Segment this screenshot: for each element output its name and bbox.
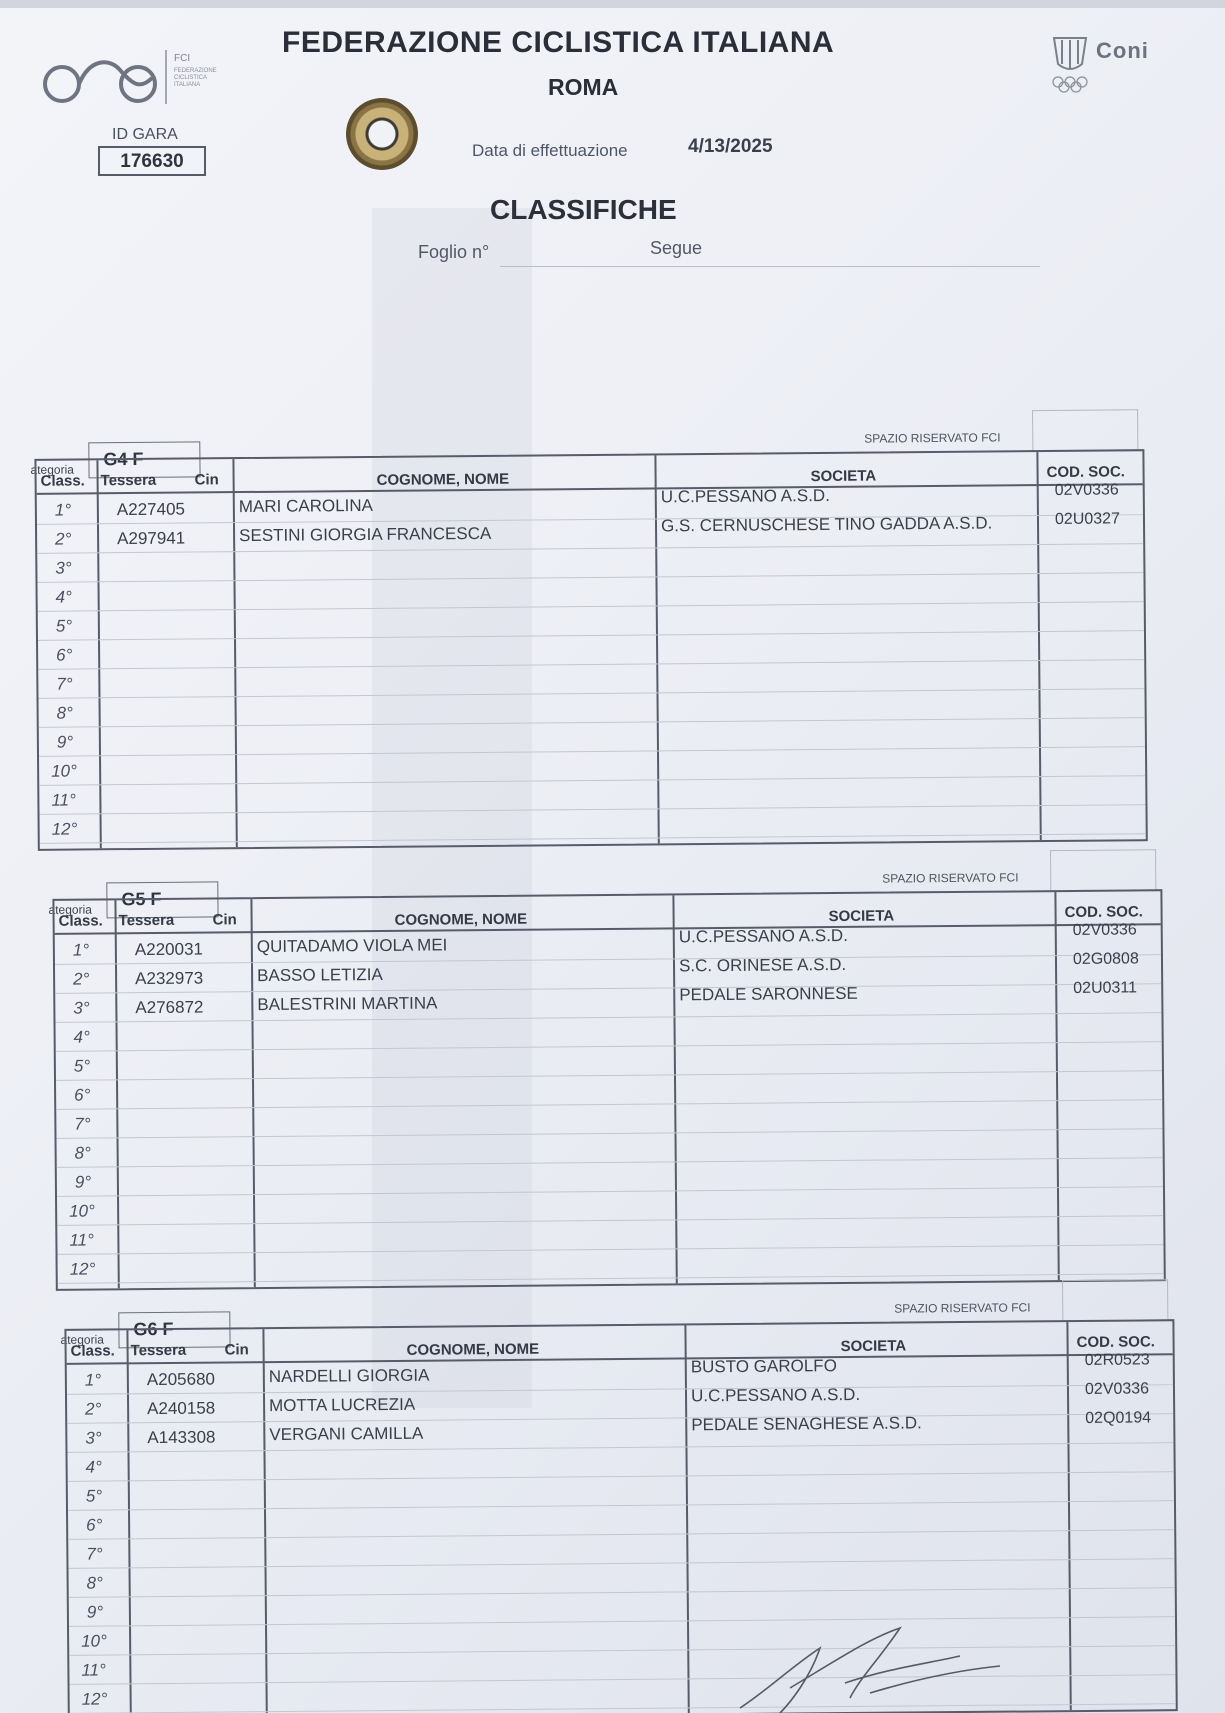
reserved-fci-label: SPAZIO RISERVATO FCI [864,430,1001,446]
category-section [48,863,1172,1293]
top-strip [0,0,1225,8]
rank-label: 10° [51,761,77,781]
athlete-name-cell: SESTINI GIORGIA FRANCESCA [239,523,492,546]
eyelet-grommet-icon [346,98,418,170]
rank-label: 7° [56,674,73,694]
table-column-divider [262,1329,267,1713]
reserved-fci-box [1062,1279,1168,1320]
category-name: G5 F [106,881,218,918]
societa-cell: U.C.PESSANO A.S.D. [690,1384,861,1406]
rank-label: 3° [73,998,90,1018]
fci-cyclist-icon [40,48,240,108]
rank-label: 2° [73,969,90,989]
row-rule [57,1128,1163,1139]
row-rule [67,1442,1173,1453]
fci-logo-line-3: ITALIANA [174,82,201,88]
athlete-name-cell: BALESTRINI MARTINA [257,993,438,1015]
rank-label: 12° [81,1689,108,1709]
table-column-divider [1036,452,1041,840]
rank-label: 6° [56,645,73,665]
date-value: 4/13/2025 [688,136,773,157]
coni-wordmark: Coni [1096,38,1149,63]
row-rule [38,659,1144,670]
cod-soc-cell: 02V0336 [1072,921,1137,939]
athlete-name-cell: QUITADAMO VIOLA MEI [256,935,448,957]
fci-logo-line-2: CICLISTICA [174,75,208,81]
rank-label: 2° [85,1399,102,1419]
rank-label: 3° [85,1428,102,1448]
table-column-divider [250,899,255,1287]
foglio-underline [500,266,1040,267]
rank-label: 4° [55,587,72,607]
athlete-name-cell: MARI CAROLINA [238,495,374,517]
row-rule [55,954,1161,965]
table-column-divider [1054,892,1059,1280]
rank-label: 3° [55,558,72,578]
document-sheet [0,8,1225,1713]
column-header-societa: SOCIETA [810,467,877,486]
row-rule [56,1070,1162,1081]
societa-cell: BUSTO GAROLFO [690,1356,837,1377]
rank-label: 2° [55,529,72,549]
row-rule [69,1587,1175,1598]
rank-label: 1° [84,1370,102,1390]
rank-label: 9° [74,1172,92,1192]
societa-cell: G.S. CERNUSCHESE TINO GADDA A.S.D. [660,513,993,536]
row-rule [39,717,1145,728]
athlete-name-cell: BASSO LETIZIA [257,964,383,986]
coni-logo [1048,34,1092,101]
tessera-cell: A220031 [134,939,204,960]
rank-label: 12° [69,1259,96,1279]
reserved-fci-label: SPAZIO RISERVATO FCI [882,870,1019,886]
column-header-societa: SOCIETA [840,1337,907,1356]
row-rule [57,1215,1163,1226]
row-rule [68,1529,1174,1540]
rank-label: 11° [51,790,76,810]
table-column-divider [114,900,119,1288]
cod-soc-cell: 02Q0194 [1085,1409,1152,1427]
row-rule [68,1471,1174,1482]
row-rule [55,1012,1161,1023]
societa-cell: PEDALE SARONNESE [679,983,858,1005]
row-rule [40,833,1146,844]
reserved-fci-box [1032,409,1138,450]
tessera-cell: A297941 [117,528,186,549]
row-rule [55,983,1161,994]
federation-title: FEDERAZIONE CICLISTICA ITALIANA [282,26,835,59]
segue-label: Segue [650,238,703,258]
column-header-societa: SOCIETA [828,907,895,926]
rank-label: 9° [86,1602,104,1622]
row-rule [37,572,1143,583]
table-column-divider [96,460,101,848]
id-gara-label: ID GARA [112,126,178,143]
category-label: ategoria [60,1332,104,1347]
coni-emblem-icon [1048,34,1092,96]
rank-label: 4° [73,1027,90,1047]
table-column-divider [232,459,237,847]
athlete-name-cell: MOTTA LUCREZIA [269,1394,416,1416]
rank-label: 11° [81,1660,106,1680]
societa-cell: S.C. ORINESE A.S.D. [678,954,847,976]
rank-label: 7° [74,1114,91,1134]
cod-soc-cell: 02V0336 [1084,1380,1150,1398]
rank-label: 7° [86,1544,103,1564]
row-rule [69,1558,1175,1569]
rank-label: 1° [54,500,72,520]
category-label: ategoria [48,902,92,917]
row-rule [68,1500,1174,1511]
row-rule [67,1384,1173,1395]
classification-table [34,449,1147,851]
row-rule [57,1157,1163,1168]
row-rule [39,775,1145,786]
column-header-cod-soc: COD. SOC. [1046,463,1125,482]
cod-soc-cell: 02U0311 [1073,979,1138,997]
fci-logo-abbrev: FCI [174,53,191,64]
row-rule [56,1099,1162,1110]
cod-soc-cell: 02G0808 [1072,950,1139,968]
tessera-cell: A205680 [146,1369,216,1390]
id-gara-value: 176630 [98,146,206,176]
cod-soc-cell: 02R0523 [1084,1351,1150,1369]
column-header-nome: COGNOME, NOME [406,1340,540,1359]
category-name: G4 F [88,441,200,478]
rank-label: 11° [69,1230,94,1250]
column-header-nome: COGNOME, NOME [394,910,528,929]
category-label: ategoria [30,462,74,477]
tessera-cell: A276872 [135,997,204,1018]
row-rule [40,804,1146,815]
row-rule [39,746,1145,757]
rank-label: 6° [86,1515,103,1535]
row-rule [56,1041,1162,1052]
tessera-cell: A240158 [147,1398,216,1419]
reserved-fci-label: SPAZIO RISERVATO FCI [894,1300,1031,1316]
rank-label: 4° [85,1457,102,1477]
rank-label: 8° [86,1573,103,1593]
column-header-class: Class. [58,912,103,930]
row-rule [38,601,1144,612]
rank-label: 6° [74,1085,91,1105]
societa-cell: U.C.PESSANO A.S.D. [660,485,830,507]
page-title: CLASSIFICHE [490,194,677,225]
signature-icon [730,1608,1030,1713]
column-header-tessera: Tessera [130,1341,187,1360]
athlete-name-cell: VERGANI CAMILLA [269,1423,424,1445]
classification-table [52,889,1165,1291]
column-header-cin: Cin [212,911,237,929]
athlete-name-cell: NARDELLI GIORGIA [268,1365,430,1387]
column-header-class: Class. [40,472,85,490]
societa-cell: U.C.PESSANO A.S.D. [678,925,848,947]
rank-label: 8° [56,703,73,723]
column-header-cod-soc: COD. SOC. [1076,1333,1155,1352]
table-column-divider [126,1330,131,1713]
fci-logo-line-1: FEDERAZIONE [174,68,217,74]
row-rule [39,688,1145,699]
foglio-label: Foglio n° [418,242,490,262]
rank-label: 1° [72,940,90,960]
column-header-cod-soc: COD. SOC. [1064,903,1143,922]
cod-soc-cell: 02U0327 [1054,510,1121,528]
reserved-fci-box [1050,849,1156,890]
column-header-cin: Cin [194,471,219,489]
rank-label: 5° [85,1486,103,1506]
rank-label: 5° [55,616,73,636]
tessera-cell: A143308 [147,1427,216,1448]
table-column-divider [684,1325,689,1713]
tessera-cell: A227405 [116,499,186,520]
category-name: G6 F [118,1311,230,1348]
table-column-divider [654,455,659,843]
rank-label: 10° [81,1631,107,1651]
federation-city: ROMA [548,74,619,100]
rank-label: 12° [51,819,78,839]
societa-cell: PEDALE SENAGHESE A.S.D. [691,1413,922,1435]
column-header-class: Class. [70,1342,115,1360]
rank-label: 8° [74,1143,91,1163]
rank-label: 5° [73,1056,91,1076]
row-rule [58,1244,1164,1255]
column-header-tessera: Tessera [100,471,157,490]
table-column-divider [1066,1322,1071,1710]
cod-soc-cell: 02V0336 [1054,481,1119,499]
row-rule [38,630,1144,641]
row-rule [58,1273,1164,1284]
category-section [30,423,1154,853]
column-header-tessera: Tessera [118,911,175,930]
row-rule [57,1186,1163,1197]
row-rule [67,1413,1173,1424]
tessera-cell: A232973 [135,968,204,989]
rank-label: 9° [56,732,74,752]
table-column-divider [672,895,677,1283]
fci-logo [40,48,240,113]
rank-label: 10° [69,1201,95,1221]
date-label: Data di effettuazione [472,141,628,160]
row-rule [37,543,1143,554]
column-header-nome: COGNOME, NOME [376,470,510,489]
column-header-cin: Cin [224,1341,249,1359]
